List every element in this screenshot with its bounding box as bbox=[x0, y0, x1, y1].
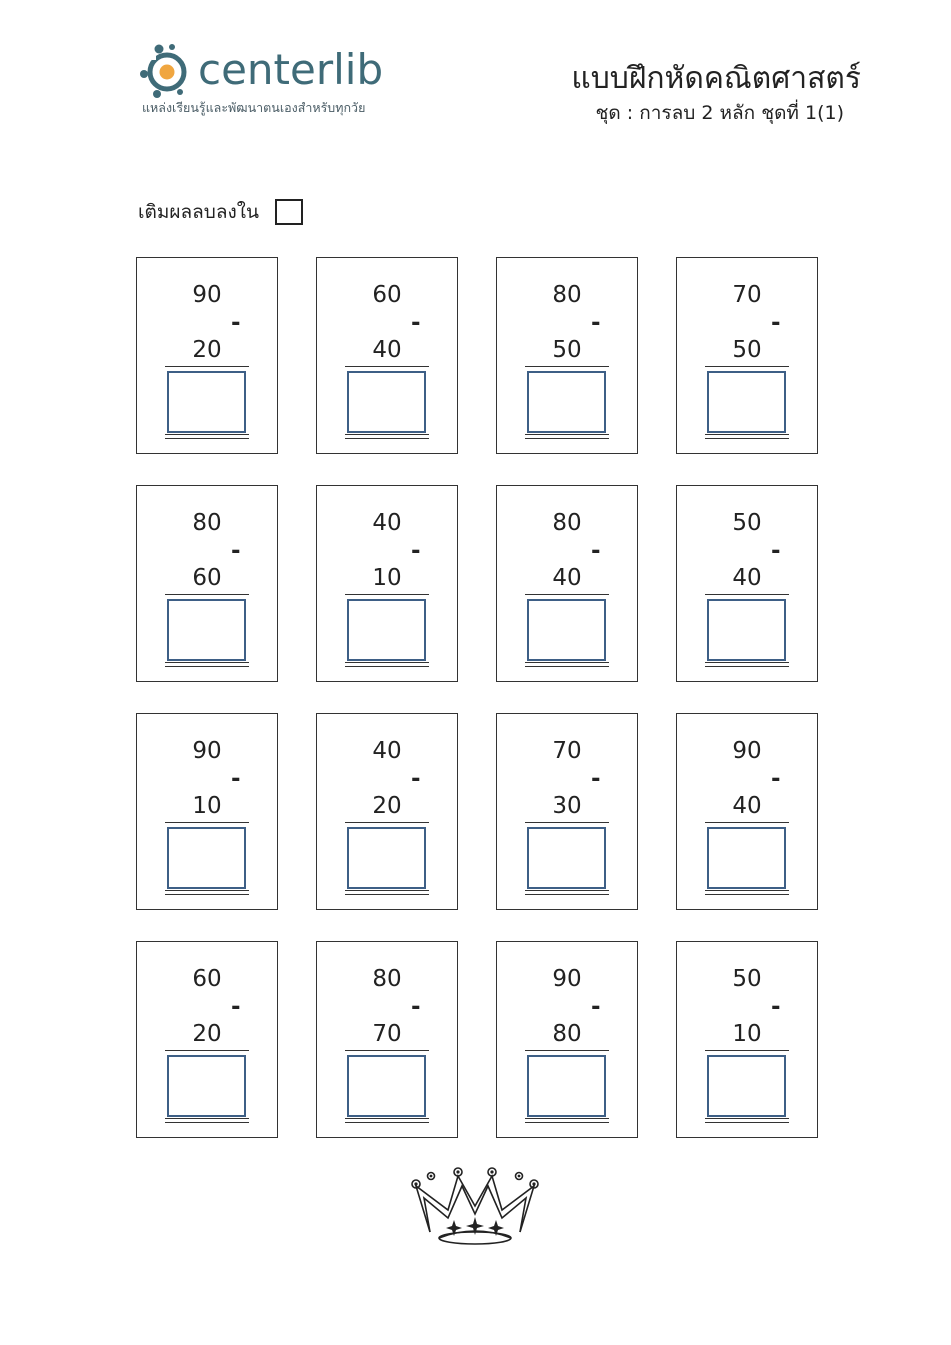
sum-line bbox=[525, 1050, 609, 1051]
minuend: 60 bbox=[192, 966, 222, 992]
problem-card bbox=[496, 257, 638, 454]
minuend: 50 bbox=[732, 510, 762, 536]
minus-sign: - bbox=[591, 538, 601, 564]
minus-sign: - bbox=[411, 766, 421, 792]
minus-sign: - bbox=[231, 310, 241, 336]
sum-line bbox=[165, 822, 249, 823]
answer-box[interactable] bbox=[167, 599, 246, 661]
minuend: 90 bbox=[552, 966, 582, 992]
sum-line bbox=[705, 594, 789, 595]
double-underline bbox=[345, 662, 429, 667]
instruction-text: เติมผลลบลงใน bbox=[138, 201, 260, 223]
answer-box[interactable] bbox=[347, 827, 426, 889]
sum-line bbox=[165, 1050, 249, 1051]
answer-box[interactable] bbox=[347, 371, 426, 433]
logo-wordmark: centerlib bbox=[198, 45, 384, 94]
problem-card bbox=[136, 485, 278, 682]
subtrahend: 30 bbox=[552, 793, 582, 819]
subtrahend: 20 bbox=[192, 337, 222, 363]
problem-card bbox=[316, 257, 458, 454]
problem-card bbox=[316, 485, 458, 682]
instruction-answer-box-icon bbox=[275, 199, 303, 225]
sum-line bbox=[165, 594, 249, 595]
subtrahend: 10 bbox=[192, 793, 222, 819]
minus-sign: - bbox=[231, 538, 241, 564]
double-underline bbox=[345, 434, 429, 439]
sum-line bbox=[345, 822, 429, 823]
problem-card bbox=[676, 713, 818, 910]
problem-card bbox=[496, 941, 638, 1138]
sum-line bbox=[345, 1050, 429, 1051]
minuend: 70 bbox=[552, 738, 582, 764]
subtrahend: 40 bbox=[552, 565, 582, 591]
double-underline bbox=[705, 1118, 789, 1123]
double-underline bbox=[525, 662, 609, 667]
sum-line bbox=[705, 822, 789, 823]
answer-box[interactable] bbox=[347, 599, 426, 661]
minus-sign: - bbox=[771, 310, 781, 336]
subtrahend: 70 bbox=[372, 1021, 402, 1047]
subtrahend: 50 bbox=[732, 337, 762, 363]
minus-sign: - bbox=[411, 310, 421, 336]
problem-card bbox=[136, 713, 278, 910]
double-underline bbox=[165, 434, 249, 439]
answer-box[interactable] bbox=[527, 599, 606, 661]
answer-box[interactable] bbox=[707, 371, 786, 433]
subtrahend: 60 bbox=[192, 565, 222, 591]
minuend: 60 bbox=[372, 282, 402, 308]
sum-line bbox=[525, 822, 609, 823]
sum-line bbox=[165, 366, 249, 367]
answer-box[interactable] bbox=[707, 1055, 786, 1117]
minuend: 40 bbox=[372, 510, 402, 536]
double-underline bbox=[525, 434, 609, 439]
worksheet-title: แบบฝึกหัดคณิตศาสตร์ bbox=[571, 61, 861, 96]
answer-box[interactable] bbox=[527, 827, 606, 889]
minus-sign: - bbox=[771, 994, 781, 1020]
centerlib-logo-icon bbox=[138, 42, 196, 100]
minus-sign: - bbox=[231, 994, 241, 1020]
problem-card bbox=[676, 485, 818, 682]
sum-line bbox=[705, 1050, 789, 1051]
minuend: 90 bbox=[732, 738, 762, 764]
sum-line bbox=[705, 366, 789, 367]
subtrahend: 20 bbox=[192, 1021, 222, 1047]
subtrahend: 50 bbox=[552, 337, 582, 363]
minus-sign: - bbox=[411, 538, 421, 564]
subtrahend: 10 bbox=[372, 565, 402, 591]
worksheet-subtitle: ชุด : การลบ 2 หลัก ชุดที่ 1(1) bbox=[595, 102, 844, 124]
answer-box[interactable] bbox=[167, 1055, 246, 1117]
sum-line bbox=[345, 366, 429, 367]
instruction bbox=[138, 196, 303, 228]
minus-sign: - bbox=[591, 766, 601, 792]
minuend: 80 bbox=[192, 510, 222, 536]
double-underline bbox=[525, 890, 609, 895]
subtrahend: 80 bbox=[552, 1021, 582, 1047]
minuend: 90 bbox=[192, 282, 222, 308]
double-underline bbox=[705, 434, 789, 439]
subtrahend: 10 bbox=[732, 1021, 762, 1047]
minuend: 80 bbox=[552, 510, 582, 536]
subtrahend: 40 bbox=[732, 793, 762, 819]
subtrahend: 40 bbox=[732, 565, 762, 591]
minuend: 70 bbox=[732, 282, 762, 308]
double-underline bbox=[705, 890, 789, 895]
logo-tagline: แหล่งเรียนรู้และพัฒนาตนเองสำหรับทุกวัย bbox=[142, 100, 366, 115]
answer-box[interactable] bbox=[347, 1055, 426, 1117]
sum-line bbox=[345, 594, 429, 595]
problem-card bbox=[316, 941, 458, 1138]
answer-box[interactable] bbox=[707, 827, 786, 889]
answer-box[interactable] bbox=[167, 371, 246, 433]
problem-card bbox=[136, 257, 278, 454]
double-underline bbox=[165, 1118, 249, 1123]
answer-box[interactable] bbox=[527, 1055, 606, 1117]
double-underline bbox=[345, 890, 429, 895]
problem-card bbox=[676, 257, 818, 454]
answer-box[interactable] bbox=[707, 599, 786, 661]
problem-card bbox=[676, 941, 818, 1138]
double-underline bbox=[345, 1118, 429, 1123]
answer-box[interactable] bbox=[527, 371, 606, 433]
minus-sign: - bbox=[771, 538, 781, 564]
double-underline bbox=[165, 662, 249, 667]
centerlib-logo bbox=[138, 40, 398, 120]
minuend: 40 bbox=[372, 738, 402, 764]
answer-box[interactable] bbox=[167, 827, 246, 889]
minus-sign: - bbox=[591, 994, 601, 1020]
minuend: 80 bbox=[552, 282, 582, 308]
minuend: 90 bbox=[192, 738, 222, 764]
minus-sign: - bbox=[411, 994, 421, 1020]
crown-icon bbox=[408, 1162, 542, 1248]
minus-sign: - bbox=[231, 766, 241, 792]
minus-sign: - bbox=[771, 766, 781, 792]
subtrahend: 40 bbox=[372, 337, 402, 363]
problem-card bbox=[316, 713, 458, 910]
problem-card bbox=[136, 941, 278, 1138]
minuend: 50 bbox=[732, 966, 762, 992]
subtrahend: 20 bbox=[372, 793, 402, 819]
sum-line bbox=[525, 366, 609, 367]
problem-grid bbox=[136, 257, 818, 1138]
minus-sign: - bbox=[591, 310, 601, 336]
double-underline bbox=[165, 890, 249, 895]
minuend: 80 bbox=[372, 966, 402, 992]
double-underline bbox=[525, 1118, 609, 1123]
problem-card bbox=[496, 713, 638, 910]
sum-line bbox=[525, 594, 609, 595]
double-underline bbox=[705, 662, 789, 667]
problem-card bbox=[496, 485, 638, 682]
